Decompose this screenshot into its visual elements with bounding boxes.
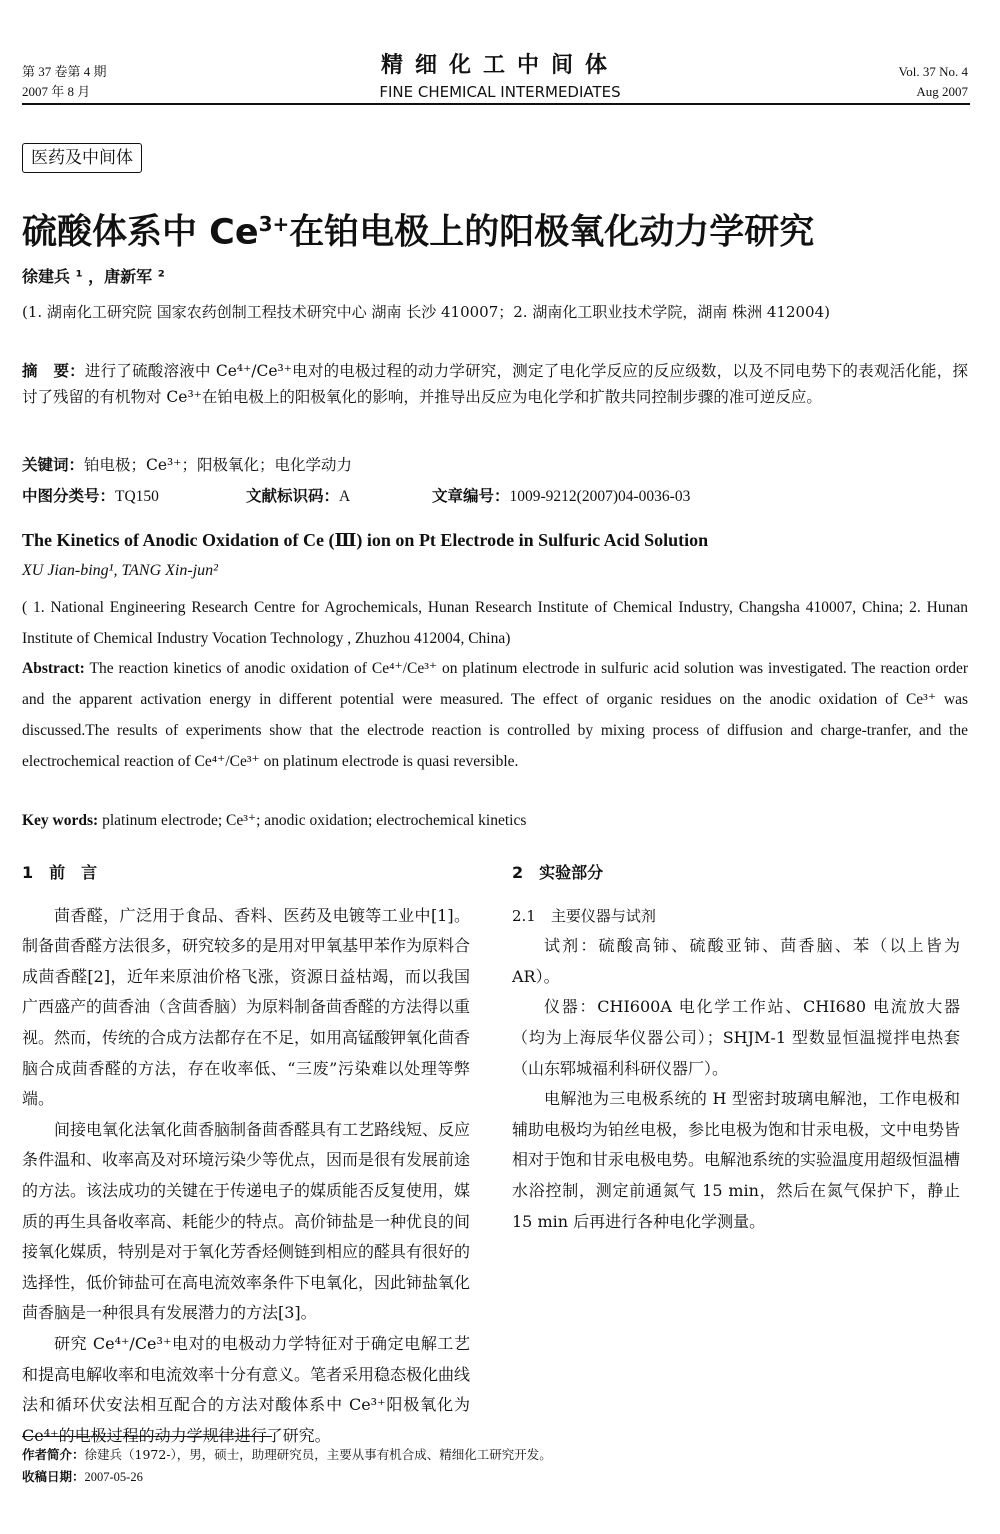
title-part-2: 在铂电极上的阳极氧化动力学研究 (289, 212, 815, 253)
abstract-cn-text: 进行了硫酸溶液中 Ce⁴⁺/Ce³⁺电对的电极过程的动力学研究，测定了电化学反应的反应级数，以及不同电势下的表观活化能，探讨了残留的有机物对 Ce³⁺在铂电极上的阳极氧化的影响，并推导出反应为电化学和扩散共同控制步骤的准可逆反应。 (22, 362, 968, 406)
section-1-heading: 1 前 言 (22, 863, 98, 882)
doc-label: 文献标识码： (246, 487, 340, 505)
affiliation-cn: (1. 湖南化工研究院 国家农药创制工程技术研究中心 湖南 长沙 410007；2. 湖南化工职业技术学院，湖南 株洲 412004) (22, 303, 830, 321)
footnote-divider (22, 1436, 272, 1437)
title-part-1: 硫酸体系中 Ce (22, 212, 259, 253)
section-2-1-paragraph-2: 仪器：CHI600A 电化学工作站、CHI680 电流放大器（均为上海辰华仪器公司）；SHJM-1 型数显恒温搅拌电热套（山东郓城福利科研仪器厂）。 (512, 997, 960, 1078)
section-1-paragraph-1: 茴香醛，广泛用于食品、香料、医药及电镀等工业中[1]。制备茴香醛方法很多，研究较多的是用对甲氧基甲苯作为原料合成茴香醛[2]，近年来原油价格飞涨，资源日益枯竭，而以我国广西盛产的茴香油（含茴香脑）为原料制备茴香醛的方法得以重视。然而，传统的合成方法都存在不足，如用高锰酸钾氧化茴香脑合成茴香醛的方法，存在收率低、“三废”污染难以处理等弊端。 (22, 905, 471, 1109)
footnote (22, 1444, 552, 1488)
article-label: 文章编号： (432, 487, 510, 505)
keywords-cn (22, 452, 968, 478)
received-date (22, 1466, 552, 1488)
paper-title (22, 200, 972, 257)
abstract-en-text: The reaction kinetics of anodic oxidation of Ce⁴⁺/Ce³⁺ on platinum electrode in sulfuric acid solution was investigated. The reaction order and the apparent activation energy in different potential were measured. The effect of organic residues on the anodic oxidation of Ce³⁺ was discussed.The results of experiments show that the electrode reaction is controlled by mixing process of diffusion and charge-tranfer, and the electrochemical reaction of Ce⁴⁺/Ce³⁺ on platinum electrode is quasi reversible. (22, 660, 968, 770)
section-tag: 医药及中间体 (22, 143, 142, 173)
abstract-en-label: Abstract: (22, 660, 85, 677)
abstract-cn-label: 摘 要： (22, 362, 85, 380)
section-2-1-paragraph-1: 试剂：硫酸高铈、硫酸亚铈、茴香脑、苯（以上皆为 AR）。 (512, 936, 960, 986)
volume-issue-cn: 第 37 卷第 4 期 (22, 64, 107, 79)
affiliation-en: ( 1. National Engineering Research Centre for Agrochemicals, Hunan Research Institute of Chemical Industry, Changsha 410007, China; 2. Hunan Institute of Chemical Industry Vocation Technology , Zhuzhou 412004, China) (22, 599, 968, 647)
keywords-en (22, 808, 526, 834)
header-divider (22, 103, 970, 105)
doc-value: A (339, 488, 351, 505)
keywords-en-text: platinum electrode; Ce³⁺; anodic oxidation; electrochemical kinetics (102, 812, 527, 829)
journal-name-en: FINE CHEMICAL INTERMEDIATES (379, 83, 621, 101)
authors-cn: 徐建兵 ¹ ，唐新军 ² (22, 267, 165, 286)
authors-en: XU Jian-bing¹, TANG Xin-jun² (22, 562, 218, 579)
volume-issue-en: Vol. 37 No. 4 (898, 64, 968, 79)
section-2-1-heading: 2.1 主要仪器与试剂 (512, 906, 656, 925)
author-bio-text: 徐建兵（1972-），男，硕士，助理研究员，主要从事有机合成、精细化工研究开发。 (84, 1447, 552, 1462)
date-en: Aug 2007 (916, 84, 968, 99)
received-date-label: 收稿日期： (22, 1469, 85, 1484)
author-bio (22, 1444, 552, 1466)
article-number (432, 483, 690, 510)
author-bio-label: 作者简介： (22, 1447, 85, 1462)
section-1-paragraph-3: 研究 Ce⁴⁺/Ce³⁺电对的电极动力学特征对于确定电解工艺和提高电解收率和电流效率十分有意义。笔者采用稳态极化曲线法和循环伏安法相互配合的方法对酸体系中 Ce³⁺阳极氧化为 Ce⁴⁺的电极过程的动力学规律进行了研究。 (22, 1333, 471, 1445)
section-1-paragraph-2: 间接电氧化法氧化茴香脑制备茴香醛具有工艺路线短、反应条件温和、收率高及对环境污染少等优点，因而是很有发展前途的方法。该法成功的关键在于传递电子的媒质能否反复使用，媒质的再生具备收率高、耗能少的特点。高价铈盐是一种优良的间接氧化媒质，特别是对于氧化芳香烃侧链到相应的醛具有很好的选择性，低价铈盐可在高电流效率条件下电氧化，因此铈盐氧化茴香脑是一种很具有发展潜力的方法[3]。 (22, 1119, 471, 1323)
keywords-cn-label: 关键词： (22, 456, 85, 474)
paper-title-en: The Kinetics of Anodic Oxidation of Ce (Ⅲ) ion on Pt Electrode in Sulfuric Acid Solution (22, 530, 709, 550)
keywords-cn-text: 铂电极；Ce³⁺；阳极氧化；电化学动力 (84, 456, 352, 474)
clc-label: 中图分类号： (22, 487, 116, 505)
section-2-1-paragraph-3: 电解池为三电极系统的 H 型密封玻璃电解池，工作电极和辅助电极均为铂丝电极，参比电极为饱和甘汞电极，文中电势皆相对于饱和甘汞电极电势。电解池系统的实验温度用超级恒温槽水浴控制，测定前通氮气 15 min，然后在氮气保护下，静止 15 min 后再进行各种电化学测量。 (512, 1089, 961, 1231)
header-right (899, 62, 968, 102)
clc-value: TQ150 (115, 488, 159, 505)
article-value: 1009-9212(2007)04-0036-03 (509, 488, 691, 505)
abstract-en (22, 653, 968, 777)
journal-name-cn: 精细化工中间体 (380, 53, 619, 78)
header-left (22, 62, 107, 102)
abstract-cn (22, 358, 968, 410)
document-code (246, 483, 350, 510)
keywords-en-label: Key words: (22, 812, 99, 829)
received-date-text: 2007-05-26 (84, 1470, 143, 1484)
journal-name (300, 52, 700, 102)
body-column-left (22, 858, 470, 1451)
body-column-right (512, 858, 960, 1237)
section-2-heading: 2 实验部分 (512, 863, 604, 882)
clc-number (22, 483, 159, 510)
title-superscript: 3+ (258, 212, 290, 236)
date-cn: 2007 年 8 月 (22, 84, 91, 99)
